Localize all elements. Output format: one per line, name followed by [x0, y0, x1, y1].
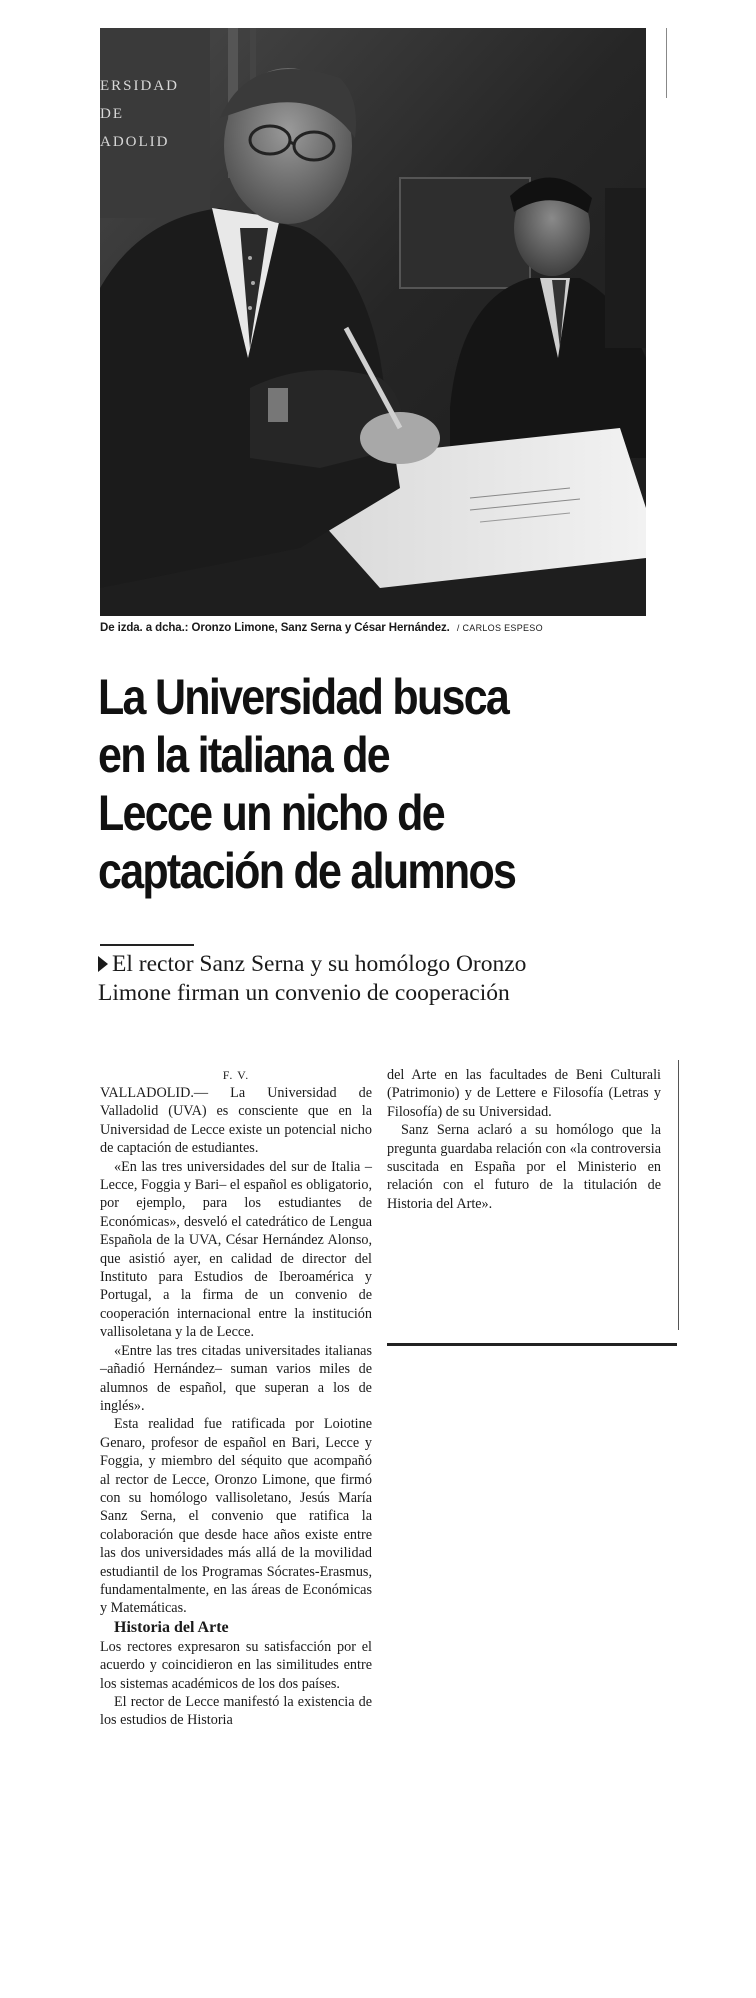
section-subtitle: Historia del Arte	[114, 1618, 229, 1636]
subhead-line-2: Limone firman un convenio de cooperación	[98, 980, 510, 1006]
headline	[98, 668, 614, 900]
byline: F. V.	[222, 1068, 250, 1082]
paragraph: del Arte en las facultades de Beni Culturali (Patrimonio) y de Lettere e Filosofía (Letras y Filosofía) de su Universidad.	[387, 1067, 661, 1120]
article-photo	[100, 28, 646, 616]
photo-caption	[100, 622, 660, 634]
subhead	[98, 950, 658, 1008]
subhead-arrow-icon	[98, 956, 108, 972]
wall-text-1: ERSIDAD	[100, 78, 180, 94]
headline-line-1: La Universidad busca	[98, 669, 509, 725]
wall-text-3: ADOLID	[100, 134, 170, 150]
paragraph: VALLADOLID.— La Universidad de Valladolid (UVA) es consciente que en la Universidad de Lecce existe un potencial nicho de captación de estudiantes.	[100, 1085, 372, 1157]
paragraph: Sanz Serna aclaró a su homólogo que la pregunta guardaba relación con «la controversia suscitada en España por el Ministerio en relación con el futuro de la titulación de Historia del Arte».	[387, 1122, 661, 1212]
paragraph: El rector de Lecce manifestó la existencia de los estudios de Historia	[100, 1694, 372, 1729]
headline-line-2: en la italiana de	[98, 727, 390, 783]
column-divider	[678, 1060, 679, 1330]
column-end-rule	[387, 1343, 677, 1346]
article-column-1	[100, 1066, 372, 1730]
article-column-2	[387, 1066, 661, 1213]
caption-text: De izda. a dcha.: Oronzo Limone, Sanz Serna y César Hernández.	[100, 622, 450, 634]
page-edge-mark	[666, 28, 667, 98]
paragraph: «Entre las tres citadas universitades italianas –añadió Hernández– suman varios miles de alumnos de español, que superan a los de inglés».	[100, 1342, 372, 1414]
headline-line-4: captación de alumnos	[98, 843, 516, 899]
subhead-rule	[100, 944, 194, 946]
headline-line-3: Lecce un nicho de	[98, 785, 444, 841]
photo-credit: / CARLOS ESPESO	[456, 623, 543, 633]
subhead-line-1: El rector Sanz Serna y su homólogo Oronzo	[112, 951, 527, 977]
paragraph: Los rectores expresaron su satisfacción por el acuerdo y coincidieron en las similitudes entre los sistemas académicos de los dos países.	[100, 1638, 372, 1692]
paragraph: «En las tres universidades del sur de Italia –Lecce, Foggia y Bari– el español es obligatorio, por ejemplo, para los estudiantes de Económicas», desveló el catedrático de Lengua Española de la UVA, César Hernández Alonso, que asistió ayer, en calidad de director del Instituto para Estudios de Iberoamérica y Portugal, a la firma de un convenio de cooperación internacional entre la institución vallisoletana y la de Lecce.	[100, 1158, 372, 1341]
wall-text-2: DE	[100, 106, 124, 122]
paragraph: Esta realidad fue ratificada por Loiotine Genaro, profesor de español en Bari, Lecce y Foggia, y miembro del séquito que acompañó al rector de Lecce, Oronzo Limone, que firmó con su homólogo vallisoletano, Jesús María Sanz Serna, el convenio que ratifica la colaboración que desde hace años existe entre las dos universidades más allá de la movilidad estudiantil de los Programas Sócrates-Erasmus, fundamentalmente, en las áreas de Económicas y Matemáticas.	[100, 1416, 372, 1617]
